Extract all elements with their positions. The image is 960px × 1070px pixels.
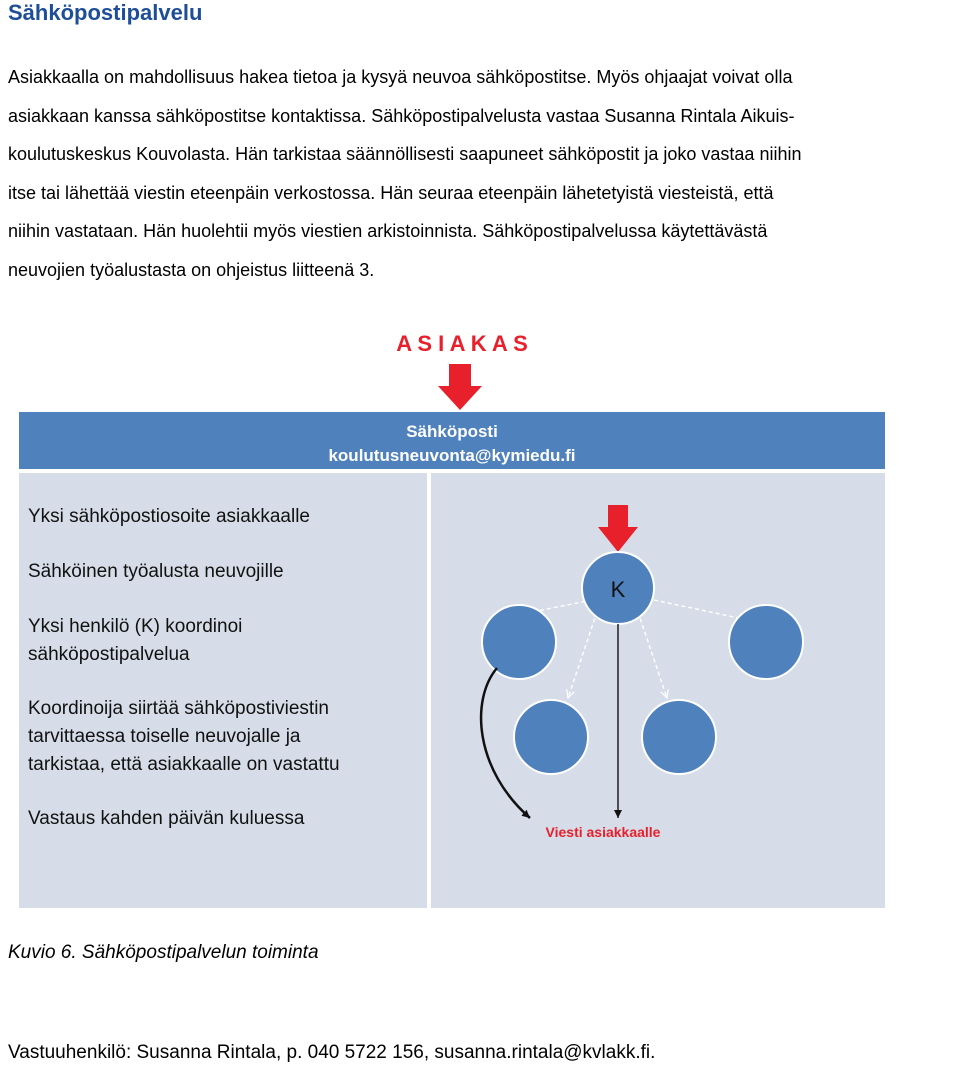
reply-label: Viesti asiakkaalle [545, 824, 661, 840]
paragraph-line: itse tai lähettää viestin eteenpäin verkostossa. Hän seuraa eteenpäin lähetetyistä viesteistä, että [8, 182, 774, 203]
contact-footer: Vastuuhenkilö: Susanna Rintala, p. 040 5722 156, susanna.rintala@kvlakk.fi. [8, 1042, 656, 1063]
banner-email: koulutusneuvonta@kymiedu.fi [328, 446, 576, 465]
paragraph-line: Asiakkaalla on mahdollisuus hakea tietoa ja kysyä neuvoa sähköpostitse. Myös ohjaajat voivat olla [8, 67, 793, 87]
list-item: tarkistaa, että asiakkaalle on vastattu [28, 754, 340, 775]
advisor-node [642, 700, 716, 774]
coordinator-label: K [610, 577, 626, 602]
paragraph-line: niihin vastataan. Hän huolehtii myös viestien arkistoinnista. Sähköpostipalvelussa käytettävästä [8, 221, 768, 241]
list-item: Yksi sähköpostiosoite asiakkaalle [28, 506, 310, 527]
list-item: Sähköinen työalusta neuvojille [28, 561, 284, 582]
page-title: Sähköpostipalvelu [8, 0, 203, 25]
banner-title: Sähköposti [406, 422, 498, 441]
paragraph-line: neuvojien työalustasta on ohjeistus liitteenä 3. [8, 259, 375, 280]
paragraph-line: koulutuskeskus Kouvolasta. Hän tarkistaa säännöllisesti saapuneet sähköpostit ja joko vastaa niihin [8, 144, 802, 164]
list-item: Koordinoija siirtää sähköpostiviestin [28, 698, 329, 719]
customer-label: A S I A K A S [396, 331, 528, 356]
email-service-diagram [0, 320, 960, 920]
advisor-node [729, 605, 803, 679]
list-item: Vastaus kahden päivän kuluessa [28, 808, 305, 829]
list-item: sähköpostipalvelua [28, 644, 190, 665]
list-item: tarvittaessa toiselle neuvojalle ja [28, 726, 301, 747]
paragraph-line: asiakkaan kanssa sähköpostitse kontaktissa. Sähköpostipalvelusta vastaa Susanna Rintala Aikuis- [8, 105, 795, 126]
list-item: Yksi henkilö (K) koordinoi [28, 616, 243, 637]
advisor-node [482, 605, 556, 679]
intro-paragraph [8, 58, 958, 289]
figure-caption: Kuvio 6. Sähköpostipalvelun toiminta [8, 942, 319, 963]
right-panel [431, 473, 885, 908]
incoming-arrow-icon [438, 364, 482, 410]
left-panel [19, 473, 427, 908]
advisor-node [514, 700, 588, 774]
